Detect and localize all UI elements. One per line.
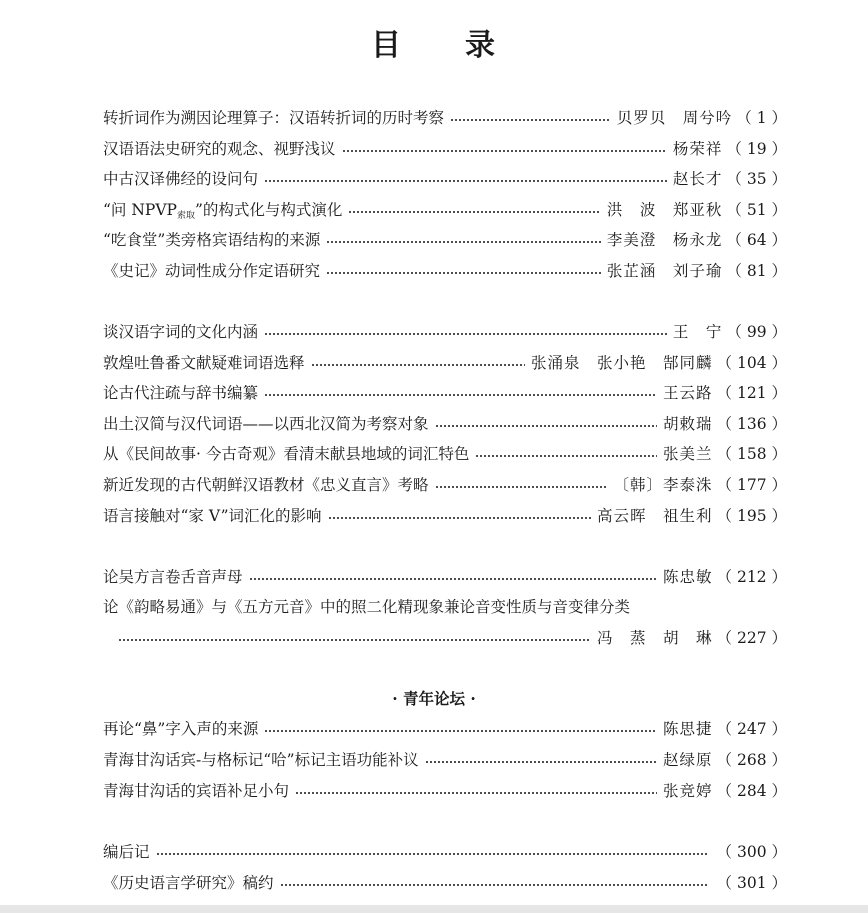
entry-author: 张芷涵 刘子瑜 <box>606 262 723 280</box>
dot-leader <box>435 425 658 427</box>
entry-title: 新近发现的古代朝鲜汉语教材《忠义直言》考略 <box>103 476 429 494</box>
section-header: · 青年论坛 · <box>392 689 476 708</box>
entry-author: 赵绿原 <box>663 751 713 769</box>
dot-leader <box>326 272 601 274</box>
toc-entry[interactable] <box>103 746 787 772</box>
entry-title: 转折词作为溯因论理算子：汉语转折词的历时考察 <box>103 109 445 127</box>
dot-leader <box>435 486 608 488</box>
entry-author: 张涌泉 张小艳 郜同麟 <box>531 354 713 372</box>
entry-page: （ 136 ） <box>716 415 787 433</box>
entry-title: 从《民间故事· 今古奇观》看清末献县地域的词汇特色 <box>103 445 470 463</box>
entry-author: 李美澄 杨永龙 <box>606 231 723 249</box>
entry-page: （ 247 ） <box>716 720 787 738</box>
entry-title <box>103 198 342 221</box>
entry-author: 张竞婷 <box>663 782 713 800</box>
toc-entry[interactable] <box>103 869 787 895</box>
entry-title: 论古代注疏与辞书编纂 <box>103 384 259 402</box>
entry-title: 青海甘沟话宾-与格标记“哈”标记主语功能补议 <box>103 751 419 769</box>
entry-author: 胡敕瑞 <box>663 415 713 433</box>
entry-title: 语言接触对“家 V”词汇化的影响 <box>103 507 322 525</box>
toc-entry[interactable] <box>103 593 787 619</box>
entry-page: （ 301 ） <box>716 874 787 892</box>
toc-entry[interactable] <box>103 410 787 436</box>
entry-title: 再论“鼻”字入声的来源 <box>103 720 259 738</box>
entry-author: 赵长才 <box>672 170 723 188</box>
toc-entry[interactable] <box>103 440 787 466</box>
entry-author: 杨荣祥 <box>672 140 723 158</box>
entry-title: 谈汉语字词的文化内涵 <box>103 323 259 341</box>
entry-page: （ 212 ） <box>716 568 787 586</box>
dot-leader <box>295 792 657 794</box>
entry-page: （ 81 ） <box>726 262 787 280</box>
page-title-char: 录 <box>465 28 497 63</box>
entry-title-subscript: 索取 <box>176 210 195 221</box>
entry-author: 冯 蒸 胡 琳 <box>597 629 713 647</box>
dot-leader <box>475 455 657 457</box>
entry-title: 出土汉简与汉代词语——以西北汉简为考察对象 <box>103 415 429 433</box>
entry-title: 汉语语法史研究的观念、视野浅议 <box>103 140 336 158</box>
toc-entry[interactable] <box>103 379 787 405</box>
entry-author: 〔韩〕李泰洙 <box>613 476 713 494</box>
page-title <box>0 20 868 64</box>
dot-leader <box>264 394 657 396</box>
entry-page: （ 51 ） <box>726 201 787 219</box>
toc-entry[interactable] <box>103 715 787 741</box>
toc-entry[interactable] <box>103 257 787 283</box>
entry-page: （ 268 ） <box>716 751 787 769</box>
toc-entry[interactable] <box>103 318 787 344</box>
entry-title-part: “问 NPVP <box>103 200 177 219</box>
dot-leader <box>118 639 591 641</box>
toc-entry[interactable] <box>103 226 787 252</box>
entry-page: （ 284 ） <box>716 782 787 800</box>
entry-author: 张美兰 <box>663 445 713 463</box>
entry-author: 高云晖 祖生利 <box>597 507 713 525</box>
page-title-char: 目 <box>371 28 403 63</box>
dot-leader <box>342 150 667 152</box>
dot-leader <box>326 241 601 243</box>
entry-page: （ 195 ） <box>716 507 787 525</box>
dot-leader <box>264 730 657 732</box>
entry-page: （ 35 ） <box>726 170 787 188</box>
entry-page: （ 99 ） <box>726 323 787 341</box>
entry-author: 洪 波 郑亚秋 <box>606 201 723 219</box>
entry-page: （ 64 ） <box>726 231 787 249</box>
entry-author: 贝罗贝 周兮吟 <box>616 109 733 127</box>
dot-leader <box>156 853 707 855</box>
dot-leader <box>264 333 667 335</box>
entry-title: 论吴方言卷舌音声母 <box>103 568 243 586</box>
toc-entry[interactable] <box>103 349 787 375</box>
dot-leader <box>348 211 600 213</box>
toc-entry[interactable] <box>103 502 787 528</box>
dot-leader <box>249 578 658 580</box>
entry-title: 青海甘沟话的宾语补足小句 <box>103 782 290 800</box>
dot-leader <box>311 364 526 366</box>
entry-author: 陈思捷 <box>663 720 713 738</box>
toc-entry[interactable] <box>103 838 787 864</box>
toc-entry[interactable] <box>103 135 787 161</box>
toc-entry[interactable] <box>103 104 787 130</box>
entry-author: 王云路 <box>663 384 713 402</box>
dot-leader <box>264 180 667 182</box>
entry-title-part: ”的构式化与构式演化 <box>194 200 343 219</box>
dot-leader <box>425 761 657 763</box>
toc-entry[interactable] <box>103 471 787 497</box>
entry-page: （ 1 ） <box>736 109 787 127</box>
toc-entry[interactable] <box>103 563 787 589</box>
entry-page: （ 227 ） <box>716 629 787 647</box>
entry-page: （ 177 ） <box>716 476 787 494</box>
page-bottom-edge <box>0 905 868 913</box>
toc-entry[interactable] <box>103 777 787 803</box>
toc-entry-continuation[interactable] <box>118 624 787 650</box>
toc-entry[interactable] <box>103 196 787 222</box>
entry-page: （ 104 ） <box>716 354 787 372</box>
entry-title: 《史记》动词性成分作定语研究 <box>103 262 321 280</box>
entry-author: 陈忠敏 <box>663 568 713 586</box>
entry-page: （ 158 ） <box>716 445 787 463</box>
dot-leader <box>328 517 591 519</box>
entry-author: 王 宁 <box>672 323 723 341</box>
dot-leader <box>280 884 707 886</box>
entry-page: （ 19 ） <box>726 140 787 158</box>
entry-title: 论《韵略易通》与《五方元音》中的照二化精现象兼论音变性质与音变律分类 <box>103 598 631 616</box>
entry-page: （ 121 ） <box>716 384 787 402</box>
toc-entry[interactable] <box>103 165 787 191</box>
entry-title: 敦煌吐鲁番文献疑难词语选释 <box>103 354 305 372</box>
entry-title: 《历史语言学研究》稿约 <box>103 874 274 892</box>
dot-leader <box>450 119 611 121</box>
entry-title: “吃食堂”类旁格宾语结构的来源 <box>103 231 321 249</box>
entry-page: （ 300 ） <box>716 843 787 861</box>
entry-title: 编后记 <box>103 843 150 861</box>
entry-title: 中古汉译佛经的设问句 <box>103 170 259 188</box>
